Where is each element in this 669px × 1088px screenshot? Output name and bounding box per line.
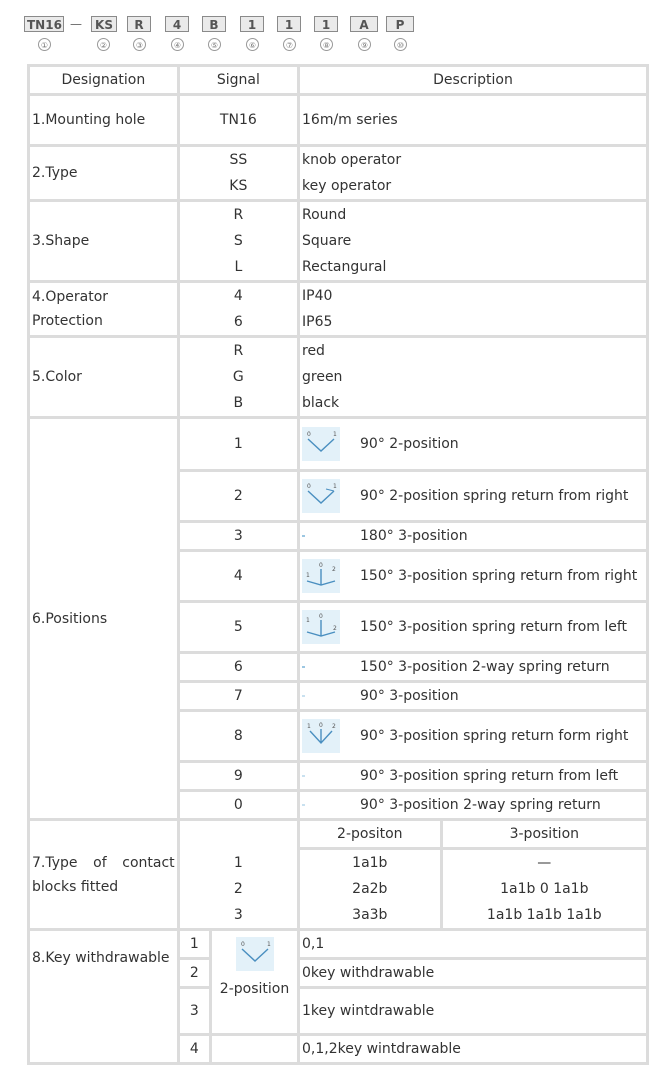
signal-value: R <box>233 343 244 359</box>
position-desc <box>300 763 646 789</box>
svg-text:2: 2 <box>332 723 336 730</box>
desc-value: black <box>302 395 340 411</box>
signal-value: 6 <box>233 314 243 330</box>
svg-text:0: 0 <box>319 562 323 569</box>
key-row <box>30 931 646 957</box>
contacts-signals <box>180 821 297 928</box>
color-descs <box>300 338 646 416</box>
svg-text:1: 1 <box>333 483 337 490</box>
position-signal: 3 <box>180 523 297 549</box>
code-part-type: KS <box>91 16 117 32</box>
key-switch-icon <box>236 937 274 971</box>
key-desc: 0key withdrawable <box>300 960 646 986</box>
desc-value: knob operator <box>302 152 402 168</box>
svg-text:2: 2 <box>333 625 337 632</box>
header-designation: Designation <box>30 67 177 93</box>
position-desc-text: 90° 3-position spring return from left <box>360 768 619 784</box>
switch-spring-right-icon <box>302 479 340 513</box>
position-desc <box>300 792 646 818</box>
desc-value: IP65 <box>302 314 333 330</box>
header-description: Description <box>300 67 646 93</box>
svg-text:1: 1 <box>306 572 310 579</box>
position-desc-text: 150° 3-position 2-way spring return <box>360 659 610 675</box>
key-number: 2 <box>180 960 209 986</box>
position-desc <box>300 552 646 600</box>
position-desc-text: 90° 2-position <box>360 436 459 452</box>
position-signal: 2 <box>180 472 297 520</box>
color-label: 5.Color <box>30 338 177 416</box>
key-number: 1 <box>180 931 209 957</box>
desc-value: Round <box>302 207 347 223</box>
position-desc-text: 150° 3-position spring return from left <box>360 619 628 635</box>
desc-value: red <box>302 343 325 359</box>
position-desc-text: 180° 3-position <box>360 528 468 544</box>
protection-descs <box>300 283 646 335</box>
signal-value: R <box>233 207 244 223</box>
desc-value: Rectangural <box>302 259 387 275</box>
contact-value: 1a1b <box>352 855 388 871</box>
position-desc <box>300 523 646 549</box>
position-signal: 6 <box>180 654 297 680</box>
model-code-diagram <box>24 14 444 54</box>
positions-label: 6.Positions <box>30 419 177 818</box>
signal-value: 2 <box>233 881 243 897</box>
signal-value: G <box>232 369 244 385</box>
signal-value: 4 <box>233 288 243 304</box>
position-desc-text: 90° 3-position 2-way spring return <box>360 797 601 813</box>
protection-row <box>30 283 646 335</box>
position-desc-text: 90° 3-position <box>360 688 459 704</box>
code-part-shape: R <box>127 16 151 32</box>
key-number: 3 <box>180 989 209 1033</box>
code-part-series: TN16 <box>24 16 64 32</box>
code-part-contact: 1 <box>277 16 301 32</box>
contacts-label: 7.Type of contact blocks fitted <box>30 821 177 928</box>
contacts-2pos-header: 2-positon <box>300 821 440 847</box>
position-row <box>30 419 646 469</box>
code-number: ⑥ <box>246 38 259 51</box>
code-number: ② <box>97 38 110 51</box>
switch-90-2pos-icon <box>302 427 340 461</box>
color-signals <box>180 338 297 416</box>
key-position-label: 2-position <box>219 981 290 997</box>
svg-text:1: 1 <box>333 431 337 438</box>
code-number: ⑨ <box>358 38 371 51</box>
contacts-3pos-values <box>443 850 646 928</box>
signal-value: KS <box>229 178 248 194</box>
key-blank <box>212 1036 297 1062</box>
switch-90-2way-icon <box>302 802 340 808</box>
header-row <box>30 67 646 93</box>
position-desc <box>300 472 646 520</box>
type-label: 2.Type <box>30 147 177 199</box>
position-desc <box>300 419 646 469</box>
desc-value: key operator <box>302 178 392 194</box>
switch-90-3pos-right-icon <box>302 719 340 753</box>
position-signal: 5 <box>180 603 297 651</box>
signal-value: L <box>234 259 243 275</box>
svg-text:0: 0 <box>319 613 323 620</box>
key-desc: 0,1,2key wintdrawable <box>300 1036 646 1062</box>
code-number: ⑤ <box>208 38 221 51</box>
switch-150-3pos-left-icon <box>302 610 340 644</box>
desc-value: green <box>302 369 343 385</box>
svg-text:2: 2 <box>332 566 336 573</box>
code-number: ④ <box>171 38 184 51</box>
position-desc-text: 150° 3-position spring return from right <box>360 568 638 584</box>
position-desc-text: 90° 3-position spring return form right <box>360 728 629 744</box>
contact-value: — <box>537 855 552 871</box>
switch-90-left-icon <box>302 773 340 779</box>
contact-value: 3a3b <box>352 907 388 923</box>
signal-value: 1 <box>233 855 243 871</box>
protection-signals <box>180 283 297 335</box>
code-number: ① <box>38 38 51 51</box>
svg-text:1: 1 <box>307 723 311 730</box>
type-row <box>30 147 646 199</box>
desc-value: Square <box>302 233 352 249</box>
svg-text:0: 0 <box>319 722 323 729</box>
switch-90-3pos-icon <box>302 693 340 699</box>
position-signal: 1 <box>180 419 297 469</box>
key-number: 4 <box>180 1036 209 1062</box>
code-number: ③ <box>133 38 146 51</box>
protection-label: 4.Operator Protection <box>30 283 177 335</box>
type-descs <box>300 147 646 199</box>
contacts-2pos-values <box>300 850 440 928</box>
key-position-cell <box>212 931 297 1033</box>
mounting-signal: TN16 <box>180 96 297 144</box>
mounting-desc: 16m/m series <box>300 96 646 144</box>
type-signals <box>180 147 297 199</box>
contacts-3pos-header: 3-position <box>443 821 646 847</box>
switch-180-3pos-icon <box>302 533 340 539</box>
contact-value: 2a2b <box>352 881 388 897</box>
shape-label: 3.Shape <box>30 202 177 280</box>
color-row <box>30 338 646 416</box>
code-part-key: 1 <box>314 16 338 32</box>
shape-descs <box>300 202 646 280</box>
code-number: ⑩ <box>394 38 407 51</box>
position-desc <box>300 654 646 680</box>
code-number: ⑧ <box>320 38 333 51</box>
position-desc <box>300 683 646 709</box>
signal-value: S <box>233 233 243 249</box>
contact-value: 1a1b 1a1b 1a1b <box>486 907 602 923</box>
position-signal: 8 <box>180 712 297 760</box>
desc-value: IP40 <box>302 288 333 304</box>
position-signal: 9 <box>180 763 297 789</box>
shape-row <box>30 202 646 280</box>
svg-text:1: 1 <box>306 617 310 624</box>
signal-value: 3 <box>233 907 243 923</box>
svg-text:0: 0 <box>307 431 311 438</box>
contact-value: 1a1b 0 1a1b <box>500 881 589 897</box>
signal-value: SS <box>229 152 248 168</box>
mounting-row <box>30 96 646 144</box>
svg-text:1: 1 <box>266 941 271 948</box>
position-desc <box>300 603 646 651</box>
code-part-protection: 4 <box>165 16 189 32</box>
header-signal: Signal <box>180 67 297 93</box>
switch-150-3pos-right-icon <box>302 559 340 593</box>
svg-text:0: 0 <box>240 941 245 948</box>
spec-table <box>27 64 649 1065</box>
code-part-position: 1 <box>240 16 264 32</box>
code-part-color: B <box>202 16 226 32</box>
code-part-a: A <box>350 16 378 32</box>
contacts-header-row <box>30 821 646 847</box>
position-signal: 0 <box>180 792 297 818</box>
position-desc <box>300 712 646 760</box>
mounting-label: 1.Mounting hole <box>30 96 177 144</box>
code-dash: — <box>70 17 82 31</box>
key-desc: 1key wintdrawable <box>300 989 646 1033</box>
position-signal: 4 <box>180 552 297 600</box>
key-label: 8.Key withdrawable <box>30 931 177 1062</box>
switch-150-2way-icon <box>302 664 340 670</box>
svg-text:0: 0 <box>307 483 311 490</box>
position-signal: 7 <box>180 683 297 709</box>
code-part-p: P <box>386 16 414 32</box>
position-desc-text: 90° 2-position spring return from right <box>360 488 629 504</box>
key-desc: 0,1 <box>300 931 646 957</box>
code-number: ⑦ <box>283 38 296 51</box>
signal-value: B <box>233 395 244 411</box>
shape-signals <box>180 202 297 280</box>
